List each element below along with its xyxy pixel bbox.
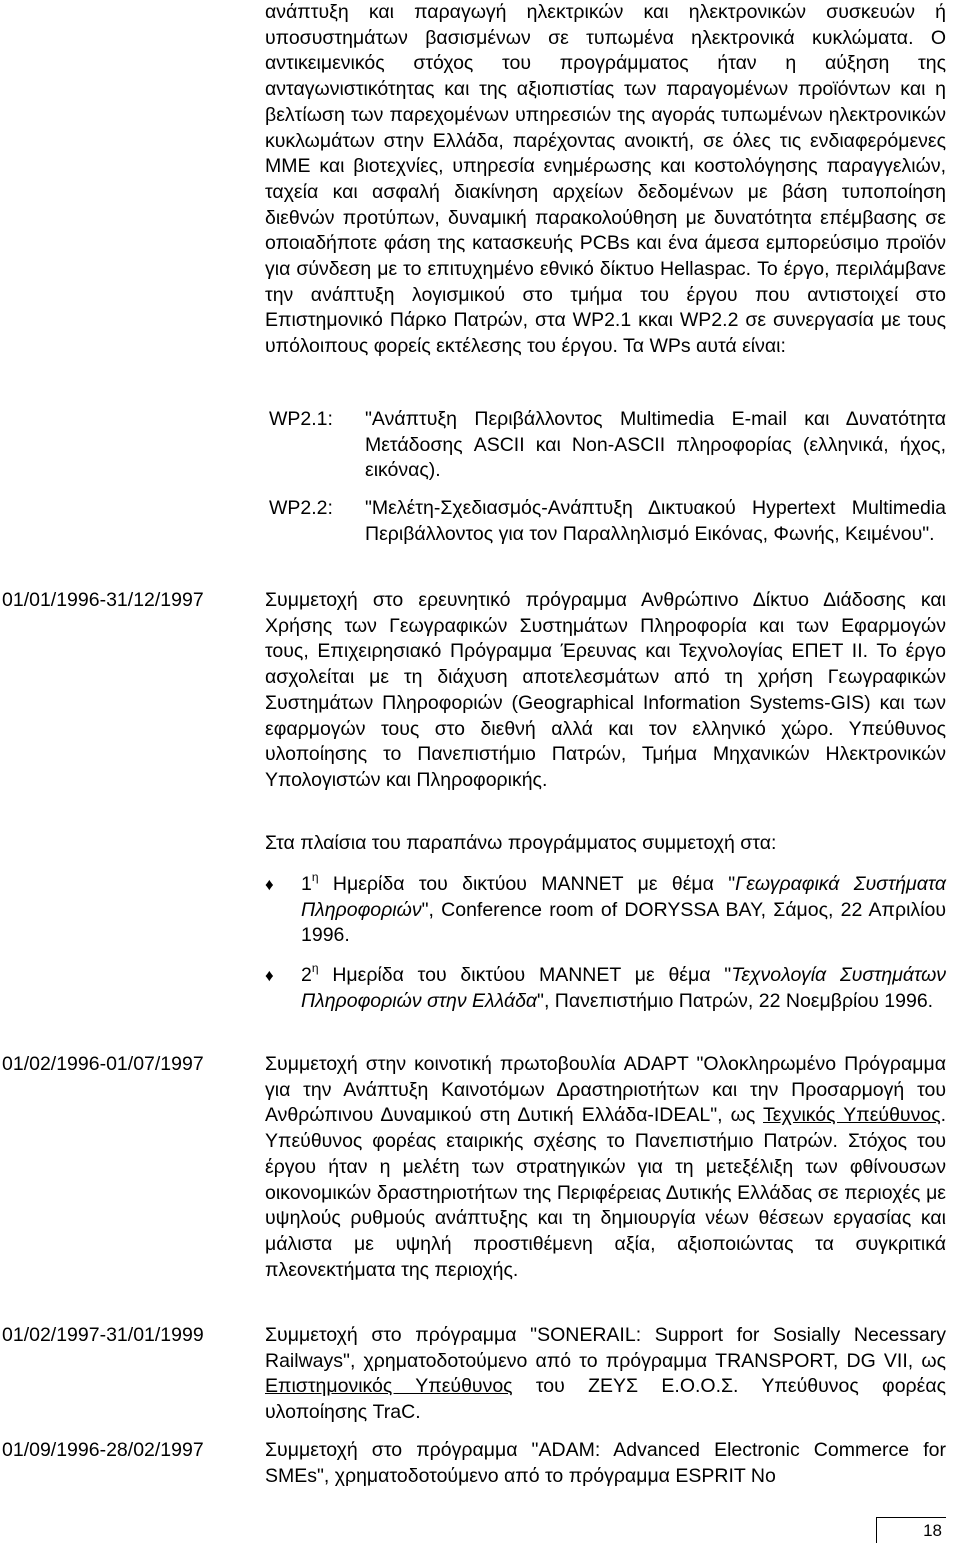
list-item-text: $1^\eta$ Ημερίδα του δικτύου MANNET με θέμα "Γεωγραφικά Συστήματα Πληροφοριών", Conference room of DORYSSA BAY, Σάμος, 22 Απριλίου 1996.: [301, 869, 947, 947]
entry-date: 01/02/1997-31/01/1999: [2, 1324, 204, 1346]
entry-body: [265, 1052, 946, 1283]
page-number: 18: [876, 1517, 946, 1543]
entry-date: 01/02/1996-01/07/1997: [2, 1053, 204, 1075]
wp-text: "Ανάπτυξη Περιβάλλοντος Multimedia E-mail και Δυνατότητα Μετάδοσης ASCII και Non-ASCII πληροφορίας (ελληνικά, ήχος, εικόνας).: [365, 408, 946, 482]
entry-date: 01/09/1996-28/02/1997: [2, 1439, 204, 1461]
entry-text: Συμμετοχή στην κοινοτική πρωτοβουλία ADAPT "Ολοκληρωμένο Πρόγραμμα για την Ανάπτυξη Καινοτόμων Δραστηριοτήτων και την Προσαρμογή του Ανθρώπινου Δυναμικού στη Δυτική Ελλάδα-IDEAL", ως Τεχνικός Υπεύθυνος. Υπεύθυνος φορέας εταιρικής σχέσης το Πανεπιστήμιο Πατρών. Στόχος του έργου ήταν η μελέτη των στρατηγικών για τη μετεξέλιξη των φθίνουσων οικονομικών δραστηριοτήτων της Περιφέρειας Δυτικής Ελλάδας σε περιοχές με υψηλούς ρυθμούς ανάπτυξης και τη δημιουργία νέων θέσεων εργασίας και μάλιστα με υψηλή προστιθέμενη αξία, αξιοποιώντας τα συγκριτικά πλεονεκτήματα της περιοχής.: [265, 1053, 947, 1281]
entry-body: [265, 588, 946, 794]
list-item-text: $2^\eta$ Ημερίδα του δικτύου MANNET με θέμα "Τεχνολογία Συστημάτων Πληροφοριών στην Ελλάδα", Πανεπιστήμιο Πατρών, 22 Νοεμβρίου 1996.: [301, 960, 946, 1012]
entry-date: 01/01/1996-31/12/1997: [2, 589, 204, 611]
wp-item: [265, 407, 946, 484]
intro-paragraph: [265, 0, 946, 360]
role-underlined: Επιστημονικός Υπεύθυνος: [265, 1375, 513, 1398]
entry-body: [265, 1438, 946, 1489]
wp-item: [265, 496, 946, 547]
list-item: [265, 869, 947, 949]
entry-text: Συμμετοχή στο ερευνητικό πρόγραμμα Ανθρώπινο Δίκτυο Διάδοσης και Χρήσης των Γεωγραφικών Συστημάτων Πληροφορία και των Εφαρμογών τους, Επιχειρησιακό Πρόγραμμα Έρευνας και Τεχνολογίας ΕΠΕΤ ΙΙ. Το έργο ασχολείται με τη διάχυση αποτελεσμάτων από τη χρήση Γεωγραφικών Συστημάτων Πληροφοριών (Geographical Information Systems-GIS) και των εφαρμογών τους στο διεθνή αλλά και τον ελληνικό χώρο. Υπεύθυνος υλοποίησης το Πανεπιστήμιο Πατρών, Τμήμα Μηχανικών Ηλεκτρονικών Υπολογιστών και Πληροφορικής.: [265, 589, 946, 791]
wp-text: "Μελέτη-Σχεδιασμός-Ανάπτυξη Δικτυακού Hypertext Multimedia Περιβάλλοντος για τον Παραλληλισμό Εικόνας, Φωνής, Κειμένου".: [365, 497, 946, 545]
intro-text: ανάπτυξη και παραγωγή ηλεκτρικών και ηλεκτρονικών συσκευών ή υποσυστημάτων βασισμένων σε τυπωμένα ηλεκτρονικά κυκλώματα. Ο αντικειμενικός στόχος του προγράμματος ήταν η αύξηση της ανταγωνιστικότητας και της αξιοπιστίας των παραγομένων προϊόντων και η βελτίωση των παρεχομένων υπηρεσιών της αγοράς τυπωμένων ηλεκτρονικών κυκλωμάτων στην Ελλάδα, παρέχοντας ανοικτή, σε όλες τις ενδιαφερόμενες ΜΜΕ και βιοτεχνίες, υπηρεσία ενημέρωσης και κοστολόγησης παραγγελιών, ταχεία και ασφαλή διακίνηση αρχείων δεδομένων με βάση τυποποίηση διεθνών προτύπων, δυναμική παρακολούθηση με δυνατότητα επέμβασης σε οποιαδήποτε φάση της κατασκευής PCBs και ένα άμεσα εμπορεύσιμο προϊόν για σύνδεση με το επιτυχημένο εθνικό δίκτυο Hellaspac. Το έργο, περιλάμβανε την ανάπτυξη λογισμικού στο τμήμα του έργου που αντιστοιχεί στο Επιστημονικό Πάρκο Πατρών, στα WP2.1 κκαι WP2.2 σε συνεργασία με τους υπόλοιπους φορείς εκτέλεσης του έργου. Τα WPs αυτά είναι:: [265, 1, 946, 358]
entry-body: [265, 1323, 946, 1426]
wp-label: WP2.2:: [269, 497, 333, 519]
entry-text: Συμμετοχή στο πρόγραμμα "SONERAIL: Support for Sosially Necessary Railways", χρηματοδοτούμενο από το πρόγραμμα TRANSPORT, DG VII, ως Επιστημονικός Υπεύθυνος του ΖΕΥΣ Ε.Ο.Ο.Σ. Υπεύθυνος φορέας υλοποίησης TraC.: [265, 1324, 947, 1424]
sub-intro-text: Στα πλαίσια του παραπάνω προγράμματος συμμετοχή στα:: [265, 832, 777, 854]
diamond-bullet-icon: ♦: [265, 875, 274, 894]
role-underlined: Τεχνικός Υπεύθυνος: [763, 1104, 941, 1127]
entry-text: Συμμετοχή στο πρόγραμμα "ADAM: Advanced Electronic Commerce for SMEs", χρηματοδοτούμενο από το πρόγραμμα ESPRIT No: [265, 1439, 946, 1487]
diamond-bullet-icon: ♦: [265, 966, 274, 985]
list-item: [265, 960, 946, 1014]
sub-intro: [265, 831, 946, 857]
wp-label: WP2.1:: [269, 408, 333, 430]
